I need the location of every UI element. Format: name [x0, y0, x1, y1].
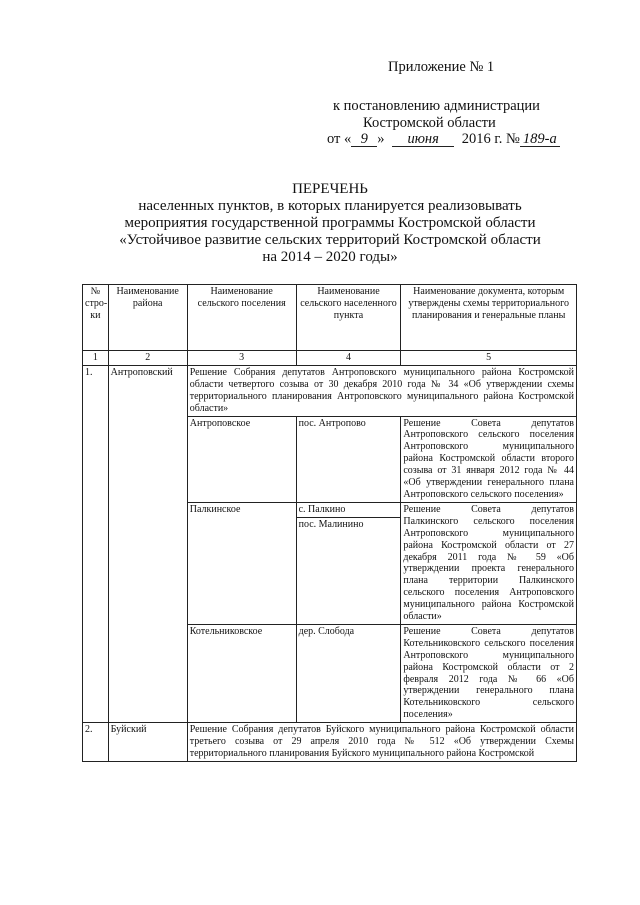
resolution-number: 189-а	[520, 133, 560, 147]
date-month: июня	[392, 133, 454, 147]
appendix-label: Приложение № 1	[388, 59, 495, 75]
date-year: 2016 г. №	[461, 131, 520, 147]
col-number: 5	[401, 351, 577, 366]
row-number: 2.	[83, 723, 109, 762]
title-line-3: «Устойчивое развитие сельских территорий Костромской области	[119, 232, 541, 248]
locality-cell	[296, 502, 401, 624]
table-row	[83, 365, 577, 416]
district-name: Антроповский	[108, 365, 187, 722]
table-header-row	[83, 285, 577, 351]
district-document: Решение Собрания депутатов Буйского муниципального района Костромской области третьего созыва от 29 апреля 2010 года № 512 «Об утверждении Схемы территориального планирования Буйского муниципального района Костромской	[187, 723, 576, 762]
settlement-name: Палкинское	[187, 502, 296, 624]
col-number: 4	[296, 351, 401, 366]
settlements-table	[82, 284, 577, 762]
settlement-document: Решение Совета депутатов Палкинского сельского поселения Антроповского муниципального района Костромской области от 27 декабря 2011 года № 59 «Об утверждении проекта генерального плана территории Палкинского сельского поселения Антроповского муниципального района Костромской области»	[401, 502, 577, 624]
date-day: 9	[351, 133, 377, 147]
title-line-1: населенных пунктов, в которых планируется реализовывать	[138, 198, 522, 214]
settlement-name: Антроповское	[187, 416, 296, 502]
col-number: 2	[108, 351, 187, 366]
title-line-2: мероприятия государственной программы Костромской области	[124, 215, 536, 231]
header-district: Наименование района	[108, 285, 187, 351]
resolution-reference: к постановлению администрации	[333, 98, 540, 114]
row-number: 1.	[83, 365, 109, 722]
locality-name: пос. Антропово	[296, 416, 401, 502]
settlement-document: Решение Совета депутатов Антроповского сельского поселения Антроповского муниципального района Костромской области второго созыва от 31 января 2012 года № 44 «Об утверждении генерального плана Антроповского сельского поселения»	[401, 416, 577, 502]
locality-name: дер. Слобода	[296, 624, 401, 722]
col-number: 3	[187, 351, 296, 366]
locality-name: пос. Малинино	[298, 518, 364, 530]
region-line: Костромской области	[363, 115, 496, 131]
district-name: Буйский	[108, 723, 187, 762]
table-row	[83, 723, 577, 762]
column-numbers-row	[83, 351, 577, 366]
title-heading: ПЕРЕЧЕНЬ	[292, 181, 368, 197]
col-number: 1	[83, 351, 109, 366]
settlement-document: Решение Совета депутатов Котельниковского сельского поселения Антроповского муниципального района Костромской области от 2 февраля 2012 года № 66 «Об утверждении генерального плана Котельниковского сельского поселения»	[401, 624, 577, 722]
header-row-number: № стро-ки	[83, 285, 109, 351]
resolution-date-line	[327, 131, 617, 148]
document-title	[100, 181, 560, 266]
title-line-4: на 2014 – 2020 годы»	[262, 249, 398, 265]
district-document: Решение Собрания депутатов Антроповского муниципального района Костромской области четвертого созыва от 30 декабря 2010 года № 34 «Об утверждении схемы территориального планирования Антроповского муниципального района Костромской области»	[187, 365, 576, 416]
header-settlement: Наименование сельского поселения	[187, 285, 296, 351]
settlement-name: Котельниковское	[187, 624, 296, 722]
locality-name: с. Палкино	[297, 503, 401, 518]
header-locality: Наименование сельского населенного пункта	[296, 285, 401, 351]
header-document: Наименование документа, которым утверждены схемы территориального планирования и генеральные планы	[401, 285, 577, 351]
date-day-close: »	[377, 131, 385, 147]
date-prefix: от «	[327, 131, 352, 147]
